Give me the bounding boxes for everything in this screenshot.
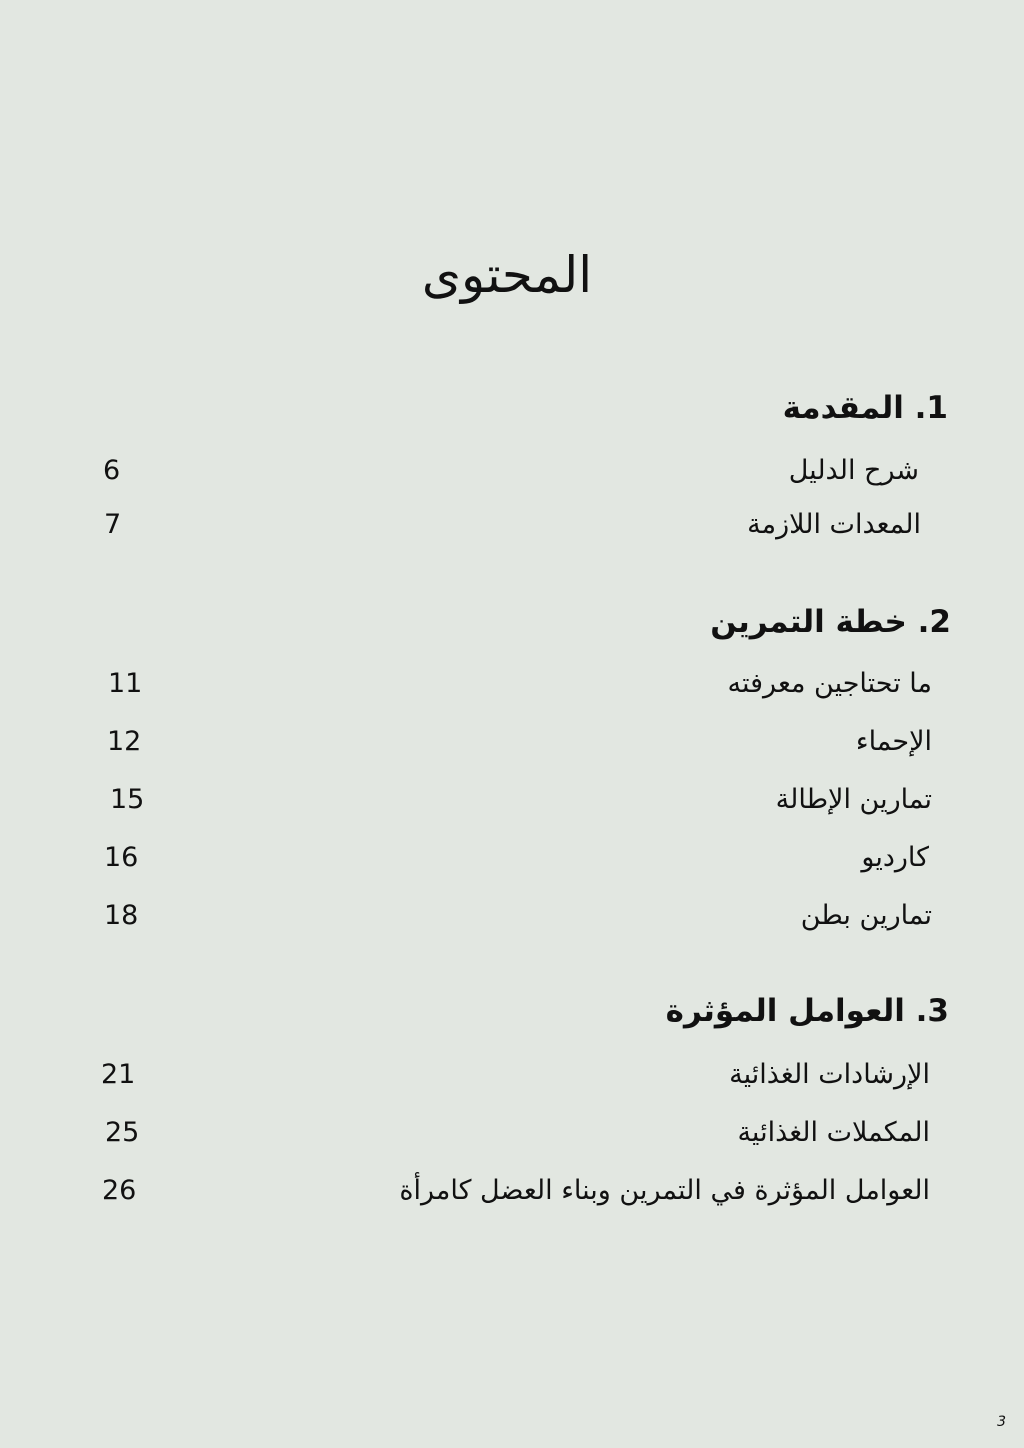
toc-page-number: 26 <box>102 1175 137 1206</box>
toc-page-number: 25 <box>105 1117 140 1148</box>
toc-page-number: 16 <box>104 842 139 873</box>
toc-page-number: 21 <box>101 1059 136 1090</box>
toc-entry-warmup[interactable]: الإحماء <box>855 726 932 757</box>
toc-page-number: 7 <box>104 509 122 540</box>
toc-entry-nutrition-guidelines[interactable]: الإرشادات الغذائية <box>729 1059 930 1090</box>
toc-page-number: 18 <box>104 900 139 931</box>
toc-entry-abs-exercises[interactable]: تمارين بطن <box>800 900 932 931</box>
toc-entry-factors-muscle-building-women[interactable]: العوامل المؤثرة في التمرين وبناء العضل كامرأة <box>399 1175 930 1206</box>
section-heading-workout-plan: 2. خطة التمرين <box>710 604 951 640</box>
toc-page-number: 15 <box>110 784 145 815</box>
toc-entry-supplements[interactable]: المكملات الغذائية <box>737 1117 930 1148</box>
toc-entry-guide-explanation[interactable]: شرح الدليل <box>788 455 919 486</box>
section-heading-influencing-factors: 3. العوامل المؤثرة <box>665 993 949 1029</box>
toc-entry-required-equipment[interactable]: المعدات اللازمة <box>747 509 921 540</box>
toc-entry-what-you-need-to-know[interactable]: ما تحتاجين معرفته <box>727 668 932 699</box>
toc-page-number: 6 <box>103 455 121 486</box>
page-number: 3 <box>997 1414 1006 1430</box>
section-heading-introduction: 1. المقدمة <box>782 390 948 426</box>
toc-entry-stretching[interactable]: تمارين الإطالة <box>775 784 932 815</box>
toc-entry-cardio[interactable]: كارديو <box>861 842 929 873</box>
toc-page-number: 12 <box>107 726 142 757</box>
page-title: المحتوى <box>421 245 593 304</box>
toc-page-number: 11 <box>108 668 143 699</box>
